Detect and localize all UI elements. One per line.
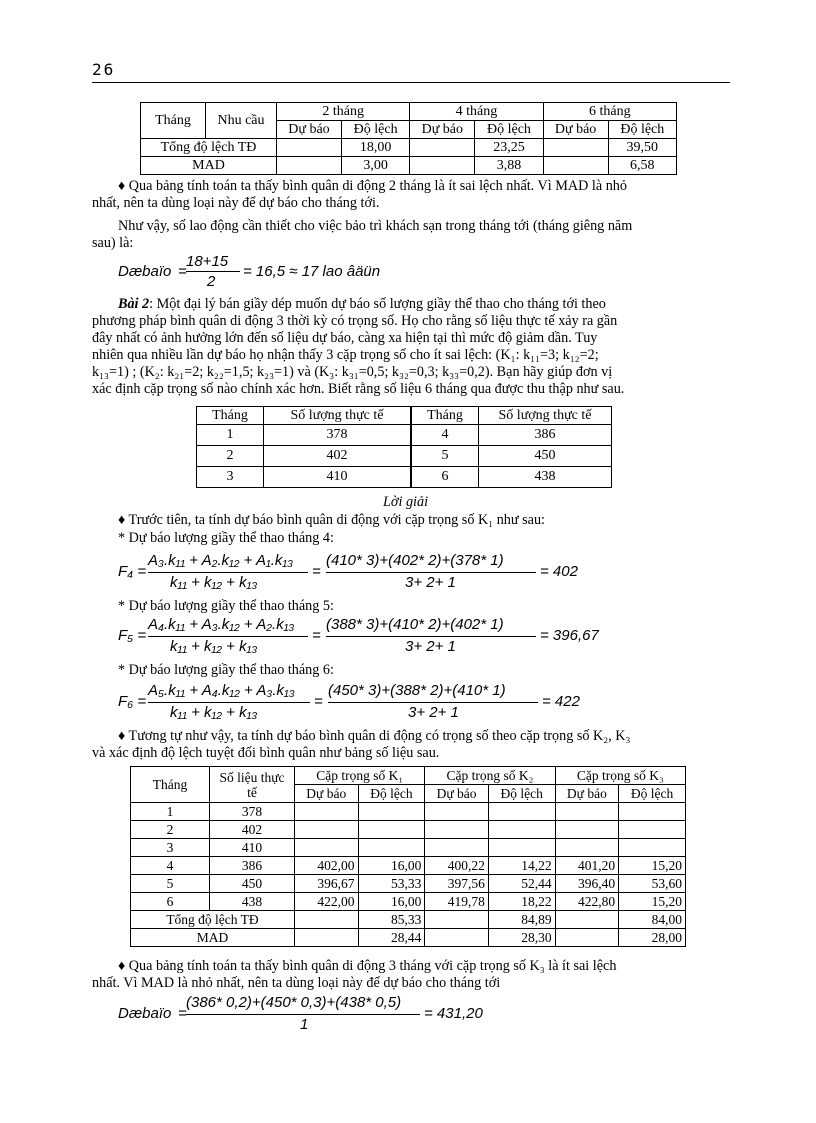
cell-value: 6 (131, 893, 210, 911)
eq-denominator: k₁₁ + k₁₂ + k₁₃ (170, 638, 258, 655)
col-header-demand: Nhu cầu (206, 103, 277, 139)
eq-result: = 396,67 (540, 627, 599, 644)
fraction-line (186, 1014, 420, 1015)
fraction-line (148, 572, 308, 573)
eq-numerator: A₄.k₁₁ + A₃.k₁₂ + A₂.k₁₃ (148, 616, 295, 633)
paragraph: ♦ Trước tiên, ta tính dự báo bình quân di động với cặp trọng số K₁ như sau: (118, 512, 545, 528)
eq-numerator: (388* 3)+(410* 2)+(402* 1) (326, 616, 504, 633)
exercise-2 (118, 296, 606, 313)
col-header-deviation: Độ lệch (358, 785, 425, 803)
col-header-forecast: Dự báo (543, 121, 608, 139)
header-line: Số liệu thực (219, 769, 285, 785)
solution-heading: Lời giải (383, 494, 429, 510)
eq-denominator: 3+ 2+ 1 (408, 704, 459, 721)
cell-value: 6,58 (608, 157, 676, 175)
cell-value: 3,88 (475, 157, 543, 175)
col-header-forecast: Dự báo (295, 785, 359, 803)
cell-value: 386 (479, 425, 612, 446)
fraction-line (326, 572, 536, 573)
cell-value: 419,78 (425, 893, 489, 911)
cell-value (619, 803, 686, 821)
cell-value: 16,00 (358, 857, 425, 875)
col-header-6-months: 6 tháng (543, 103, 676, 121)
cell-value (295, 839, 359, 857)
moving-average-table (140, 102, 677, 175)
text-line: đây nhất có ảnh hưởng lớn đến số liệu dự báo, càng xa hiện tại thì mức độ giảm dần. Tuy (92, 330, 598, 346)
fraction-line (148, 636, 308, 637)
row-label-total: Tổng độ lệch TĐ (131, 911, 295, 929)
table-row (131, 929, 686, 947)
eq-equals: = (178, 263, 187, 280)
cell-value: 28,00 (619, 929, 686, 947)
eq-result: = 422 (542, 693, 580, 710)
cell-value: 1 (131, 803, 210, 821)
eq-equals: = (178, 1005, 187, 1022)
col-header-k1: Cặp trọng số K₁ (295, 767, 425, 785)
col-header-k2: Cặp trọng số K₂ (425, 767, 555, 785)
table-row (131, 893, 686, 911)
cell-value: 18,00 (341, 139, 409, 157)
cell-value: 402 (264, 446, 412, 467)
eq-denominator: k₁₁ + k₁₂ + k₁₃ (170, 574, 258, 591)
eq-denominator: 1 (300, 1016, 309, 1033)
cell-value (358, 821, 425, 839)
eq-lhs: F₆ = (118, 693, 147, 710)
table-row (131, 821, 686, 839)
row-label-mad: MAD (131, 929, 295, 947)
cell-value: 6 (411, 467, 479, 488)
eq-denominator: 2 (207, 273, 216, 290)
paragraph: sau) là: (92, 235, 134, 251)
col-header-k3: Cặp trọng số K₃ (555, 767, 685, 785)
cell-value: 410 (264, 467, 412, 488)
fraction-line (186, 271, 240, 272)
cell-value: 422,00 (295, 893, 359, 911)
eq-lhs: Dæbaïo (118, 1005, 172, 1022)
eq-lhs: F₄ = (118, 563, 147, 580)
cell-value: 5 (411, 446, 479, 467)
fraction-line (148, 702, 310, 703)
cell-value: 4 (411, 425, 479, 446)
eq-equals: = (312, 627, 321, 644)
exercise-title: Bài 2 (118, 296, 150, 312)
cell-value: 85,33 (358, 911, 425, 929)
cell-value: 402,00 (295, 857, 359, 875)
cell-value (619, 839, 686, 857)
col-header-month: Tháng (131, 767, 210, 803)
table-row (131, 803, 686, 821)
table-row (197, 446, 612, 467)
cell-value: 422,80 (555, 893, 619, 911)
cell-value: 438 (210, 893, 295, 911)
cell-value: 39,50 (608, 139, 676, 157)
col-header-forecast: Dự báo (277, 121, 342, 139)
text-line: k₁₃=1) ; (K₂: k₂₁=2; k₂₂=1,5; k₂₃=1) và (K₃: k₃₁=0,5; k₃₂=0,3; k₃₃=0,2). Bạn hãy giúp đơn vị (92, 364, 613, 380)
table-row (141, 139, 677, 157)
cell-value: 450 (479, 446, 612, 467)
text-line: : Một đại lý bán giầy dép muốn dự báo số lượng giầy thể thao cho tháng tới theo (149, 296, 606, 312)
cell-value: 401,20 (555, 857, 619, 875)
header-line: tế (247, 784, 257, 800)
paragraph: nhất. Vì MAD là nhỏ nhất, nên ta dùng loại này để dự báo cho tháng tới (92, 975, 501, 991)
col-header: Số lượng thực tế (479, 407, 612, 425)
cell-value (555, 803, 619, 821)
cell-value: 3 (197, 467, 264, 488)
table-row (131, 857, 686, 875)
table-row (131, 839, 686, 857)
cell-value: 4 (131, 857, 210, 875)
cell-value: 15,20 (619, 893, 686, 911)
cell-value: 3 (131, 839, 210, 857)
table-row (197, 467, 612, 488)
cell-value (619, 821, 686, 839)
eq-denominator: 3+ 2+ 1 (405, 638, 456, 655)
cell-value: 438 (479, 467, 612, 488)
text-line: xác định cặp trọng số nào chính xác hơn. Biết rằng số liệu 6 tháng qua được thu thập như sau. (92, 381, 625, 397)
eq-result: = 431,20 (424, 1005, 483, 1022)
paragraph: Như vậy, số lao động cần thiết cho việc bảo trì khách sạn trong tháng tới (tháng giêng năm (118, 218, 633, 234)
paragraph: nhất, nên ta dùng loại này để dự báo cho tháng tới. (92, 195, 380, 211)
eq-numerator: (386* 0,2)+(450* 0,3)+(438* 0,5) (186, 994, 402, 1011)
col-header-actual (210, 767, 295, 803)
row-label-mad: MAD (141, 157, 277, 175)
col-header-2-months: 2 tháng (277, 103, 410, 121)
paragraph: ♦ Tương tự như vậy, ta tính dự báo bình quân di động có trọng số theo cặp trọng số K₂, K₃ (118, 728, 631, 744)
header-rule (92, 82, 730, 83)
weighted-forecast-table (130, 766, 686, 947)
text-line: nhiên qua nhiều lần dự báo họ nhận thấy 3 cặp trọng số cho ít sai lệch: (K₁: k₁₁=3; k₁₂=2; (92, 347, 599, 363)
cell-value (295, 821, 359, 839)
cell-value: 400,22 (425, 857, 489, 875)
col-header-forecast: Dự báo (425, 785, 489, 803)
cell-value: 23,25 (475, 139, 543, 157)
table-row (141, 157, 677, 175)
table-row (131, 911, 686, 929)
forecast-label: * Dự báo lượng giầy thể thao tháng 4: (118, 530, 334, 546)
col-header-month: Tháng (141, 103, 206, 139)
forecast-label: * Dự báo lượng giầy thể thao tháng 5: (118, 598, 334, 614)
row-label-total: Tổng độ lệch TĐ (141, 139, 277, 157)
paragraph: và xác định độ lệch tuyệt đối bình quân như bảng số liệu sau. (92, 745, 440, 761)
cell-value (295, 803, 359, 821)
eq-equals: = (312, 563, 321, 580)
cell-value: 2 (131, 821, 210, 839)
fraction-line (326, 636, 536, 637)
cell-value (425, 803, 489, 821)
fraction-line (328, 702, 538, 703)
page-number: 26 (92, 60, 116, 79)
col-header-deviation: Độ lệch (488, 785, 555, 803)
cell-value: 28,44 (358, 929, 425, 947)
eq-numerator: A₅.k₁₁ + A₄.k₁₂ + A₃.k₁₃ (148, 682, 295, 699)
cell-value: 450 (210, 875, 295, 893)
cell-value: 378 (210, 803, 295, 821)
cell-value: 410 (210, 839, 295, 857)
paragraph: ♦ Qua bảng tính toán ta thấy bình quân di động 3 tháng với cặp trọng số K₃ là ít sai lệch (118, 958, 617, 974)
eq-numerator: (450* 3)+(388* 2)+(410* 1) (328, 682, 506, 699)
col-header-forecast: Dự báo (555, 785, 619, 803)
cell-value (488, 821, 555, 839)
eq-result: = 16,5 ≈ 17 lao âäün (243, 263, 381, 280)
cell-value (358, 839, 425, 857)
paragraph: ♦ Qua bảng tính toán ta thấy bình quân di động 2 tháng là ít sai lệch nhất. Vì MAD là nhỏ (118, 178, 627, 194)
cell-value: 1 (197, 425, 264, 446)
col-header-forecast: Dự báo (410, 121, 475, 139)
table-row (197, 425, 612, 446)
cell-value: 386 (210, 857, 295, 875)
col-header: Tháng (411, 407, 479, 425)
cell-value: 28,30 (488, 929, 555, 947)
cell-value: 16,00 (358, 893, 425, 911)
cell-value (425, 839, 489, 857)
eq-lhs: F₅ = (118, 627, 147, 644)
text-line: phương pháp bình quân di động 3 thời kỳ có trọng số. Họ cho rằng số liệu thực tế xảy ra gần (92, 313, 618, 329)
cell-value: 396,40 (555, 875, 619, 893)
forecast-label: * Dự báo lượng giầy thể thao tháng 6: (118, 662, 334, 678)
col-header-deviation: Độ lệch (475, 121, 543, 139)
eq-lhs: Dæbaïo (118, 263, 172, 280)
cell-value: 84,00 (619, 911, 686, 929)
cell-value: 53,60 (619, 875, 686, 893)
cell-value (488, 839, 555, 857)
cell-value: 15,20 (619, 857, 686, 875)
col-header: Số lượng thực tế (264, 407, 412, 425)
cell-value (425, 821, 489, 839)
cell-value: 2 (197, 446, 264, 467)
col-header-4-months: 4 tháng (410, 103, 543, 121)
cell-value: 3,00 (341, 157, 409, 175)
cell-value: 396,67 (295, 875, 359, 893)
eq-result: = 402 (540, 563, 578, 580)
eq-equals: = (314, 693, 323, 710)
cell-value: 84,89 (488, 911, 555, 929)
cell-value: 18,22 (488, 893, 555, 911)
col-header-deviation: Độ lệch (608, 121, 676, 139)
col-header-deviation: Độ lệch (341, 121, 409, 139)
sales-data-table (196, 406, 612, 488)
eq-numerator: 18+15 (186, 253, 229, 270)
eq-numerator: A₃.k₁₁ + A₂.k₁₂ + A₁.k₁₃ (148, 552, 294, 569)
cell-value (358, 803, 425, 821)
cell-value: 5 (131, 875, 210, 893)
cell-value: 14,22 (488, 857, 555, 875)
eq-numerator: (410* 3)+(402* 2)+(378* 1) (326, 552, 504, 569)
cell-value: 402 (210, 821, 295, 839)
eq-denominator: 3+ 2+ 1 (405, 574, 456, 591)
cell-value: 397,56 (425, 875, 489, 893)
cell-value (555, 839, 619, 857)
cell-value (555, 821, 619, 839)
cell-value (488, 803, 555, 821)
table-row (131, 875, 686, 893)
cell-value: 53,33 (358, 875, 425, 893)
col-header: Tháng (197, 407, 264, 425)
eq-denominator: k₁₁ + k₁₂ + k₁₃ (170, 704, 258, 721)
cell-value: 378 (264, 425, 412, 446)
cell-value: 52,44 (488, 875, 555, 893)
col-header-deviation: Độ lệch (619, 785, 686, 803)
